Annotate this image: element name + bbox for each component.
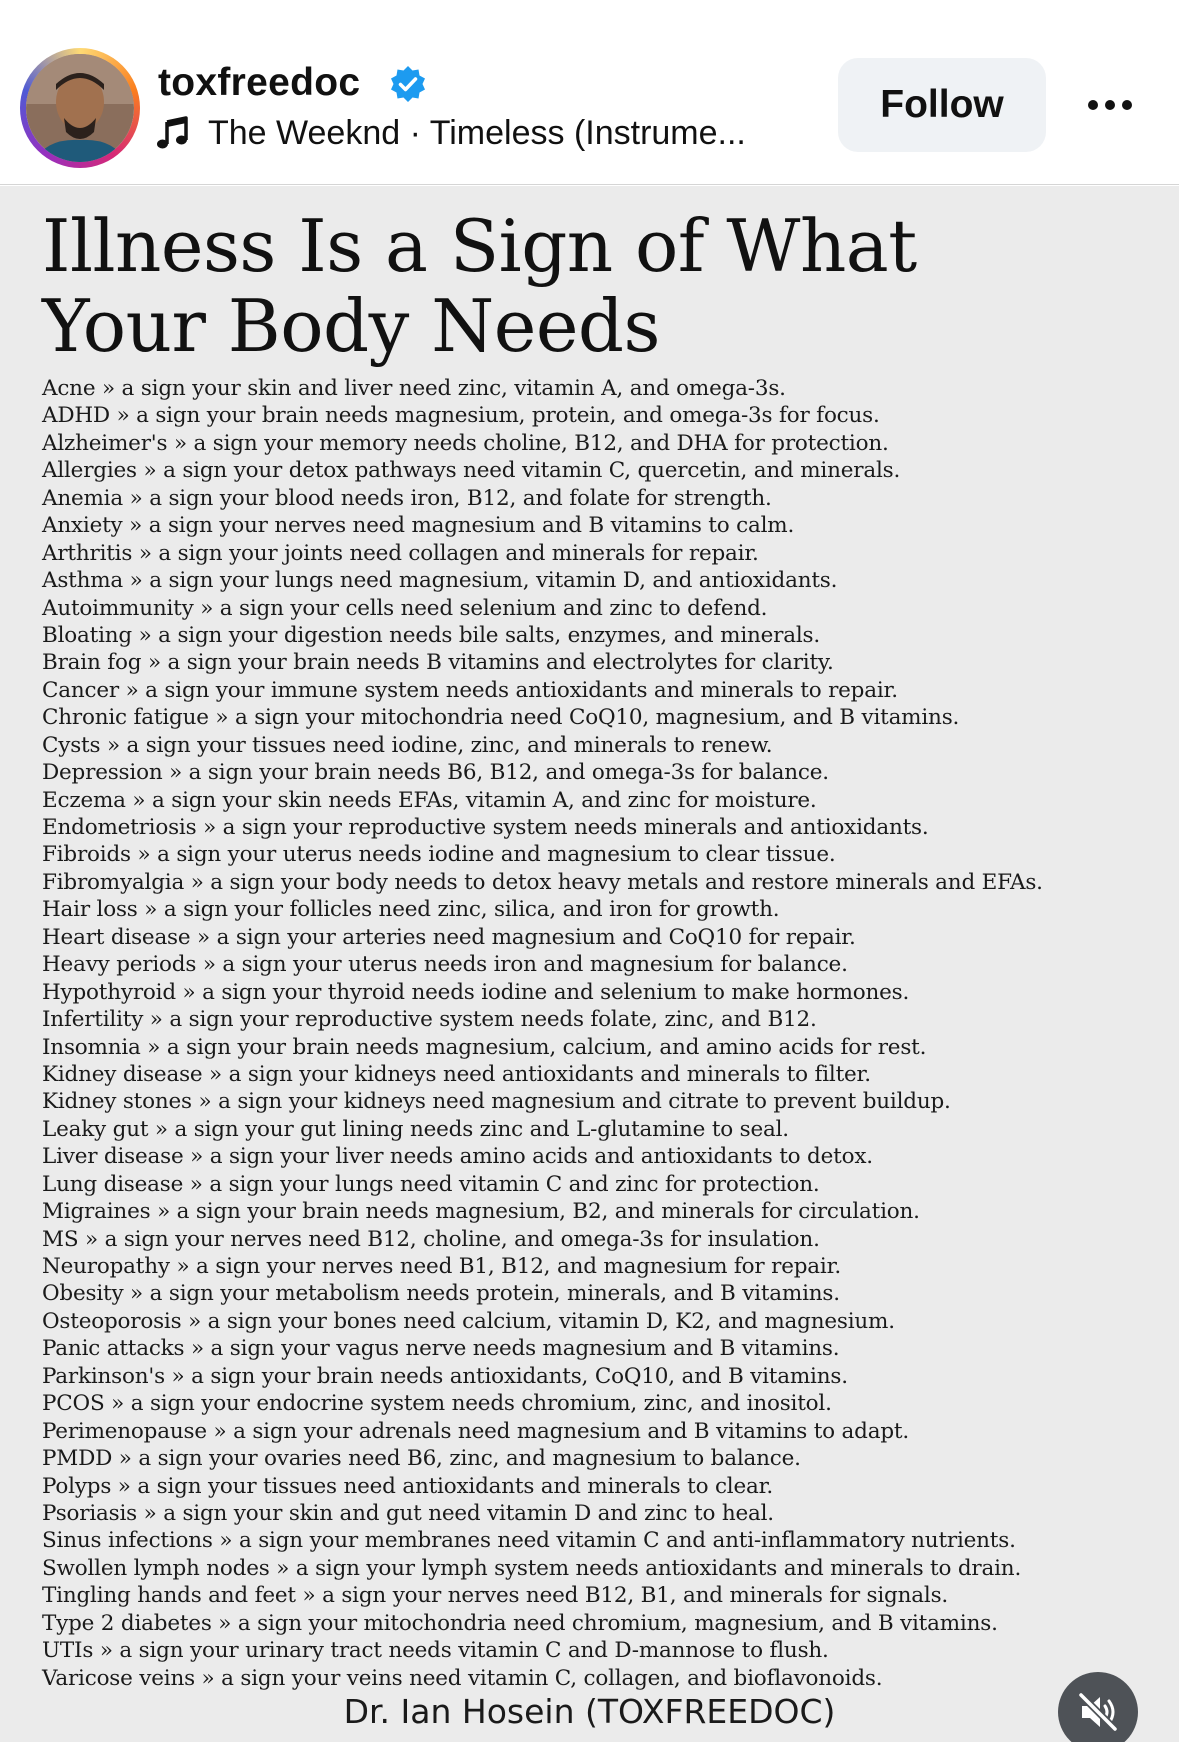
list-item: Lung disease » a sign your lungs need vitamin C and zinc for protection.	[42, 1171, 820, 1197]
author-credit: Dr. Ian Hosein (TOXFREEDOC)	[343, 1692, 836, 1731]
list-item: Cancer » a sign your immune system needs antioxidants and minerals to repair.	[42, 677, 898, 703]
post-image[interactable]	[0, 186, 1179, 1742]
list-item: Swollen lymph nodes » a sign your lymph system needs antioxidants and minerals to drain.	[42, 1555, 1022, 1581]
list-item: Kidney disease » a sign your kidneys need antioxidants and minerals to filter.	[42, 1061, 871, 1087]
list-item: Acne » a sign your skin and liver need zinc, vitamin A, and omega-3s.	[42, 376, 786, 401]
verified-badge-icon	[388, 64, 428, 104]
list-item: Eczema » a sign your skin needs EFAs, vitamin A, and zinc for moisture.	[42, 787, 817, 813]
list-item: ADHD » a sign your brain needs magnesium, protein, and omega-3s for focus.	[42, 403, 880, 429]
list-item: Perimenopause » a sign your adrenals need magnesium and B vitamins to adapt.	[42, 1418, 909, 1444]
list-item: Liver disease » a sign your liver needs amino acids and antioxidants to detox.	[42, 1144, 873, 1170]
song-label[interactable]: The Weeknd · Timeless (Instrume...	[208, 114, 746, 152]
more-options-icon[interactable]	[1080, 80, 1140, 130]
list-item: Obesity » a sign your metabolism needs protein, minerals, and B vitamins.	[42, 1281, 840, 1307]
list-item: Parkinson's » a sign your brain needs antioxidants, CoQ10, and B vitamins.	[42, 1363, 848, 1389]
list-item: Depression » a sign your brain needs B6, B12, and omega-3s for balance.	[42, 760, 829, 786]
list-item: Panic attacks » a sign your vagus nerve needs magnesium and B vitamins.	[42, 1336, 840, 1362]
list-item: Sinus infections » a sign your membranes need vitamin C and anti-inflammatory nutrients.	[42, 1528, 1016, 1554]
list-item: Infertility » a sign your reproductive system needs folate, zinc, and B12.	[42, 1007, 817, 1033]
post-header	[0, 0, 1179, 185]
list-item: Autoimmunity » a sign your cells need selenium and zinc to defend.	[42, 595, 768, 621]
post-title	[42, 206, 1142, 366]
follow-button[interactable]: Follow	[838, 58, 1046, 152]
list-item: Brain fog » a sign your brain needs B vitamins and electrolytes for clarity.	[42, 650, 834, 676]
list-item: Hypothyroid » a sign your thyroid needs iodine and selenium to make hormones.	[42, 979, 910, 1005]
music-note-icon	[156, 116, 190, 150]
list-item: UTIs » a sign your urinary tract needs vitamin C and D-mannose to flush.	[42, 1638, 829, 1664]
list-item: Polyps » a sign your tissues need antioxidants and minerals to clear.	[42, 1473, 773, 1499]
list-item: MS » a sign your nerves need B12, choline, and omega-3s for insulation.	[42, 1226, 820, 1252]
list-item: Heart disease » a sign your arteries need magnesium and CoQ10 for repair.	[42, 924, 856, 950]
list-item: Anxiety » a sign your nerves need magnesium and B vitamins to calm.	[42, 513, 795, 539]
list-item: Type 2 diabetes » a sign your mitochondria need chromium, magnesium, and B vitamins.	[42, 1610, 998, 1636]
list-item: Arthritis » a sign your joints need collagen and minerals for repair.	[42, 540, 759, 566]
list-item: Asthma » a sign your lungs need magnesium, vitamin D, and antioxidants.	[42, 568, 838, 594]
list-item: Psoriasis » a sign your skin and gut need vitamin D and zinc to heal.	[42, 1500, 774, 1526]
list-item: Insomnia » a sign your brain needs magnesium, calcium, and amino acids for rest.	[42, 1034, 927, 1060]
list-item: Cysts » a sign your tissues need iodine, zinc, and minerals to renew.	[42, 732, 773, 758]
list-item: Fibroids » a sign your uterus needs iodine and magnesium to clear tissue.	[42, 842, 836, 868]
list-item: Endometriosis » a sign your reproductive system needs minerals and antioxidants.	[42, 815, 929, 840]
story-ring[interactable]	[20, 48, 140, 168]
list-item: Allergies » a sign your detox pathways need vitamin C, quercetin, and minerals.	[42, 458, 901, 484]
list-item: Leaky gut » a sign your gut lining needs zinc and L-glutamine to seal.	[42, 1116, 789, 1142]
list-item: Migraines » a sign your brain needs magnesium, B2, and minerals for circulation.	[42, 1199, 920, 1225]
list-item: Anemia » a sign your blood needs iron, B12, and folate for strength.	[42, 485, 772, 511]
conditions-list	[42, 375, 1152, 1692]
list-item: PMDD » a sign your ovaries need B6, zinc, and magnesium to balance.	[42, 1446, 801, 1472]
muted-speaker-icon[interactable]	[1058, 1672, 1138, 1742]
avatar[interactable]	[26, 54, 134, 162]
list-item: Alzheimer's » a sign your memory needs choline, B12, and DHA for protection.	[42, 430, 889, 456]
list-item: Hair loss » a sign your follicles need zinc, silica, and iron for growth.	[42, 897, 780, 923]
list-item: Fibromyalgia » a sign your body needs to detox heavy metals and restore minerals and EFAs.	[42, 869, 1043, 895]
post-title-line2: Your Body Needs	[42, 284, 660, 368]
list-item: Kidney stones » a sign your kidneys need magnesium and citrate to prevent buildup.	[42, 1089, 951, 1115]
list-item: Tingling hands and feet » a sign your nerves need B12, B1, and minerals for signals.	[42, 1583, 949, 1609]
post-title-line1: Illness Is a Sign of What	[42, 204, 917, 288]
list-item: Neuropathy » a sign your nerves need B1, B12, and magnesium for repair.	[42, 1254, 841, 1279]
list-item: Osteoporosis » a sign your bones need calcium, vitamin D, K2, and magnesium.	[42, 1308, 895, 1334]
username[interactable]: toxfreedoc	[158, 61, 361, 104]
list-item: PCOS » a sign your endocrine system needs chromium, zinc, and inositol.	[42, 1391, 832, 1417]
list-item: Varicose veins » a sign your veins need vitamin C, collagen, and bioflavonoids.	[42, 1665, 883, 1691]
list-item: Heavy periods » a sign your uterus needs iron and magnesium for balance.	[42, 952, 848, 978]
list-item: Bloating » a sign your digestion needs bile salts, enzymes, and minerals.	[42, 622, 821, 648]
list-item: Chronic fatigue » a sign your mitochondria need CoQ10, magnesium, and B vitamins.	[42, 705, 960, 731]
